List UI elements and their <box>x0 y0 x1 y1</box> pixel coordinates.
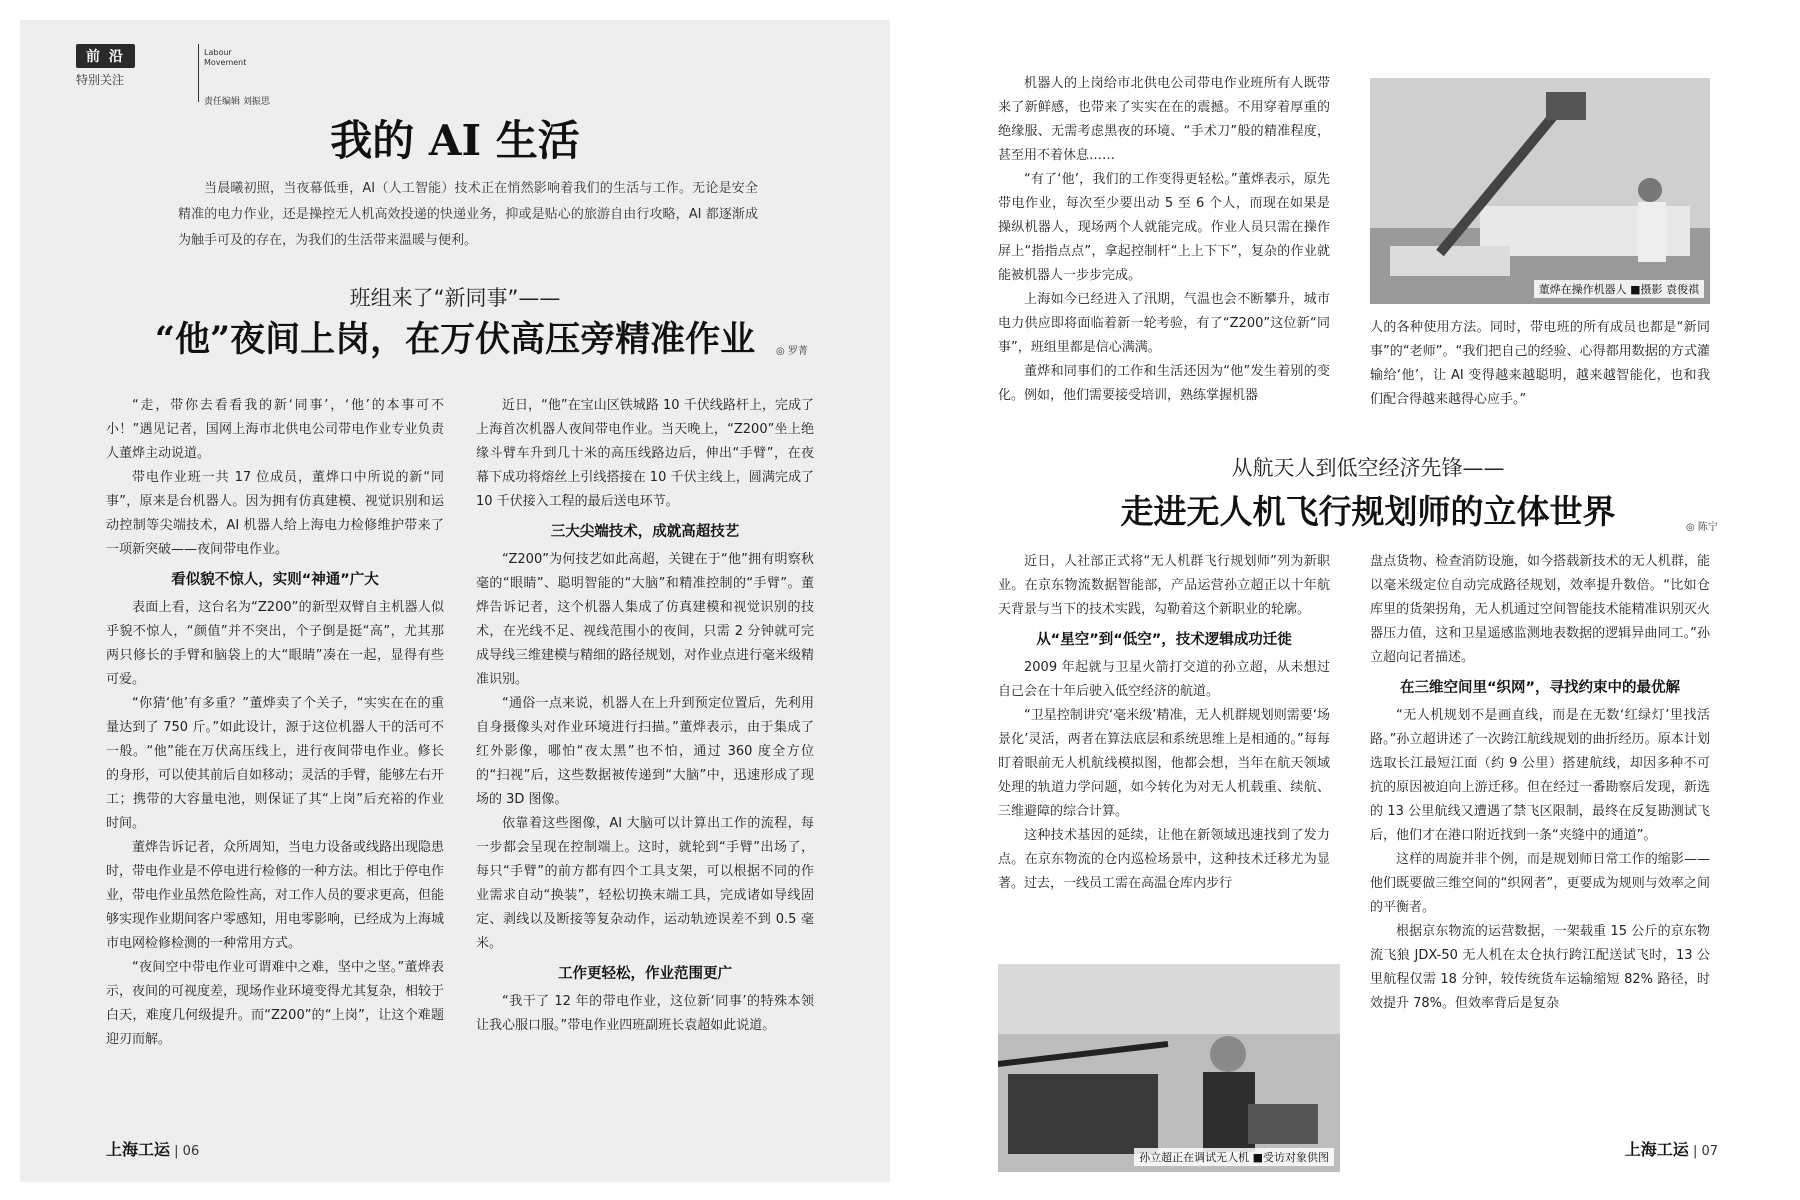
article2-headline: 走进无人机飞行规划师的立体世界 <box>1120 492 1616 531</box>
paragraph: 依靠着这些图像，AI 大脑可以计算出工作的流程，每一步都会呈现在控制端上。这时，就轮到“手臂”出场了，每只“手臂”的前方都有四个工具支架，可以根据不同的作业需求自动“换装”，轻松切换末端工具，完成诸如导线固定、剥线以及断接等复杂动作，运动轨迹误差不到 0.5 毫米。 <box>476 816 814 951</box>
paragraph: 表面上看，这台名为“Z200”的新型双臂自主机器人似乎貌不惊人，“颜值”并不突出，个子倒是挺“高”，尤其那两只修长的手臂和脑袋上的大“眼睛”凑在一起，显得有些可爱。 <box>106 600 444 687</box>
paragraph: “有了‘他’，我们的工作变得更轻松。”董烨表示，原先带电作业，每次至少要出动 5 至 6 个人，而现在如果是操纵机器人，现场两个人就能完成。作业人员只需在操作屏上“指指点点”，拿起控制杆“上上下下”，复杂的作业就能被机器人一步步完成。 <box>998 172 1330 283</box>
article1-continued-column-2 <box>1370 316 1710 412</box>
article1-byline: ◎ 罗菁 <box>776 346 808 357</box>
left-page <box>20 20 890 1182</box>
subheading: 工作更轻松，作业范围更广 <box>558 966 732 982</box>
paragraph: 这样的周旋并非个例，而是规划师日常工作的缩影——他们既要做三维空间的“织网者”，更要成为规则与效率之间的平衡者。 <box>1370 852 1710 915</box>
page-folio-left <box>106 1137 199 1160</box>
section-header <box>76 44 270 107</box>
paragraph: 机器人的上岗给市北供电公司带电作业班所有人既带来了新鲜感，也带来了实实在在的震撼。不用穿着厚重的绝缘服、无需考虑黑夜的环境、“手术刀”般的精准程度，甚至用不着休息…… <box>998 76 1330 163</box>
photo-caption: 董烨在操作机器人 ■摄影 袁俊祺 <box>1534 280 1704 298</box>
feature-title: 我的 AI 生活 <box>330 116 580 165</box>
english-label <box>204 48 246 68</box>
magazine-logo: 上海工运 <box>106 1140 171 1159</box>
page-folio-right <box>1625 1137 1718 1160</box>
paragraph: “卫星控制讲究‘毫米级’精准，无人机群规划则需要‘场景化’灵活，两者在算法底层和系统思维上是相通的。”每每盯着眼前无人机航线模拟图，他都会想，当年在航天领域处理的轨道力学问题，如今转化为对无人机载重、续航、三维避障的综合计算。 <box>998 708 1330 819</box>
paragraph: “无人机规划不是画直线，而是在无数‘红绿灯’里找活路。”孙立超讲述了一次跨江航线规划的曲折经历。原本计划选取长江最短江面（约 9 公里）搭建航线，却因多种不可抗的原因被迫向上游迁移。但在经过一番勘察后发现，新选的 13 公里航线又遭遇了禁飞区限制，最终在反复勘测试飞后，他们才在港口附近找到一条“夹缝中的通道”。 <box>1370 708 1710 843</box>
english-line-1: Labour <box>204 48 232 57</box>
paragraph: “通俗一点来说，机器人在上升到预定位置后，先利用自身摄像头对作业环境进行扫描。”董烨表示，由于集成了红外影像，哪怕“夜太黑”也不怕，通过 360 度全方位的“扫视”后，这些数据被传递到“大脑”中，迅速形成了现场的 3D 图像。 <box>476 696 814 807</box>
paragraph: 近日，人社部正式将“无人机群飞行规划师”列为新职业。在京东物流数据智能部，产品运营孙立超正以十年航天背景与当下的技术实践，勾勒着这个新职业的轮廓。 <box>998 554 1330 617</box>
paragraph: 人的各种使用方法。同时，带电班的所有成员也都是“新同事”的“老师”。“我们把自己的经验、心得都用数据的方式灌输给‘他’，让 AI 变得越来越聪明，越来越智能化，也和我们配合得越来越得心应手。” <box>1370 320 1710 407</box>
subheading: 三大尖端技术，成就高超技艺 <box>550 524 740 540</box>
article1-column-1 <box>106 394 444 1104</box>
paragraph: “你猜‘他’有多重？”董烨卖了个关子，“实实在在的重量达到了 750 斤。”如此设计，源于这位机器人干的活可不一般。“他”能在万伏高压线上，进行夜间带电作业。修长的身形，可以使其前后自如移动；灵活的手臂，能够左右开工；携带的大容量电池，则保证了其“上岗”后充裕的作业时间。 <box>106 696 444 831</box>
article2-column-1 <box>998 550 1330 956</box>
paragraph: “夜间空中带电作业可谓难中之难，坚中之坚。”董烨表示，夜间的可视度差，现场作业环境变得尤其复杂，相较于白天，难度几何级提升。而“Z200”的“上岗”，让这个难题迎刃而解。 <box>106 960 444 1047</box>
robot-crane-photo <box>1370 78 1710 304</box>
robot-crane-illustration <box>1370 78 1710 304</box>
paragraph: “走，带你去看看我的新‘同事’，‘他’的本事可不小！”遇见记者，国网上海市北供电公司带电作业专业负责人董烨主动说道。 <box>106 398 444 461</box>
english-line-2: Movement <box>204 58 247 67</box>
article1-column-2 <box>476 394 814 1104</box>
article1-kicker: 班组来了“新同事”—— <box>349 286 561 310</box>
article2-byline: ◎ 陈宁 <box>1686 522 1718 533</box>
paragraph: 近日，“他”在宝山区铁城路 10 千伏线路杆上，完成了上海首次机器人夜间带电作业。当天晚上，“Z200”坐上绝缘斗臂车升到几十米的高压线路边后，伸出“手臂”，在夜幕下成功将熔丝上引线搭接在 10 千伏主线上，圆满完成了 10 千伏接入工程的最后送电环节。 <box>476 398 814 509</box>
section-badge: 前 沿 <box>76 44 135 68</box>
article1-continued-column-1 <box>998 72 1330 412</box>
paragraph: “Z200”为何技艺如此高超，关键在于“他”拥有明察秋毫的“眼睛”、聪明智能的“大脑”和精准控制的“手臂”。董烨告诉记者，这个机器人集成了仿真建模和视觉识别的技术，在光线不足、视线范围小的夜间，只需 2 分钟就可完成导线三维建模与精细的路径规划，对作业点进行毫米级精准识别。 <box>476 552 814 687</box>
paragraph: “我干了 12 年的带电作业，这位新‘同事’的特殊本领让我心服口服。”带电作业四班副班长袁超如此说道。 <box>476 994 814 1033</box>
drone-technician-photo <box>998 964 1340 1172</box>
paragraph: 董烨和同事们的工作和生活还因为“他”发生着别的变化。例如，他们需要接受培训，熟练掌握机器 <box>998 364 1330 403</box>
subsection-label: 特别关注 <box>76 73 125 87</box>
paragraph: 盘点货物、检查消防设施，如今搭载新技术的无人机群，能以毫米级定位自动完成路径规划，效率提升数倍。“比如仓库里的货架拐角，无人机通过空间智能技术能精准识别灭火器压力值，这和卫星遥感监测地表数据的逻辑异曲同工。”孙立超向记者描述。 <box>1370 554 1710 665</box>
photo-caption: 孙立超正在调试无人机 ■受访对象供图 <box>1134 1148 1334 1166</box>
right-page <box>998 20 1738 1182</box>
paragraph: 2009 年起就与卫星火箭打交道的孙立超，从未想过自己会在十年后驶入低空经济的航道。 <box>998 660 1330 699</box>
feature-intro: 当晨曦初照，当夜幕低垂，AI（人工智能）技术正在悄然影响着我们的生活与工作。无论是安全精准的电力作业，还是操控无人机高效投递的快递业务，抑或是贴心的旅游自由行攻略，AI 都逐渐成为触手可及的存在，为我们的生活带来温暖与便利。 <box>178 181 758 248</box>
editor-credit: 责任编辑 刘振思 <box>204 97 270 107</box>
drone-technician-illustration <box>998 964 1340 1172</box>
article2-column-2 <box>1370 550 1710 1150</box>
paragraph: 根据京东物流的运营数据，一架载重 15 公斤的京东物流飞狼 JDX-50 无人机在太仓执行跨江配送试飞时，13 公里航程仅需 18 分钟，较传统货车运输缩短 82% 路径，时效提升 78%。但效率背后是复杂 <box>1370 924 1710 1011</box>
subheading: 看似貌不惊人，实则“神通”广大 <box>171 572 379 588</box>
magazine-logo: 上海工运 <box>1624 1140 1689 1159</box>
paragraph: 带电作业班一共 17 位成员，董烨口中所说的新“同事”，原来是台机器人。因为拥有仿真建模、视觉识别和运动控制等尖端技术，AI 机器人给上海电力检修维护带来了一项新突破——夜间带电作业。 <box>106 470 444 557</box>
header-divider <box>198 44 199 102</box>
paragraph: 这种技术基因的延续，让他在新领域迅速找到了发力点。在京东物流的仓内巡检场景中，这种技术迁移尤为显著。过去，一线员工需在高温仓库内步行 <box>998 828 1330 891</box>
subheading: 从“星空”到“低空”，技术逻辑成功迁徙 <box>1036 632 1292 648</box>
article1-headline: “他”夜间上岗，在万伏高压旁精准作业 <box>154 319 756 360</box>
page-number: | 06 <box>174 1144 200 1159</box>
article2-kicker: 从航天人到低空经济先锋—— <box>1231 456 1505 480</box>
page-number: | 07 <box>1692 1144 1718 1159</box>
paragraph: 上海如今已经进入了汛期，气温也会不断攀升，城市电力供应即将面临着新一轮考验，有了“Z200”这位新“同事”，班组里都是信心满满。 <box>998 292 1330 355</box>
paragraph: 董烨告诉记者，众所周知，当电力设备或线路出现隐患时，带电作业是不停电进行检修的一种方法。相比于停电作业，带电作业虽然危险性高，对工作人员的要求更高，但能够实现作业期间客户零感知，用电零影响，已经成为上海城市电网检修检测的一种常用方式。 <box>106 840 444 951</box>
subheading: 在三维空间里“织网”，寻找约束中的最优解 <box>1399 680 1681 696</box>
